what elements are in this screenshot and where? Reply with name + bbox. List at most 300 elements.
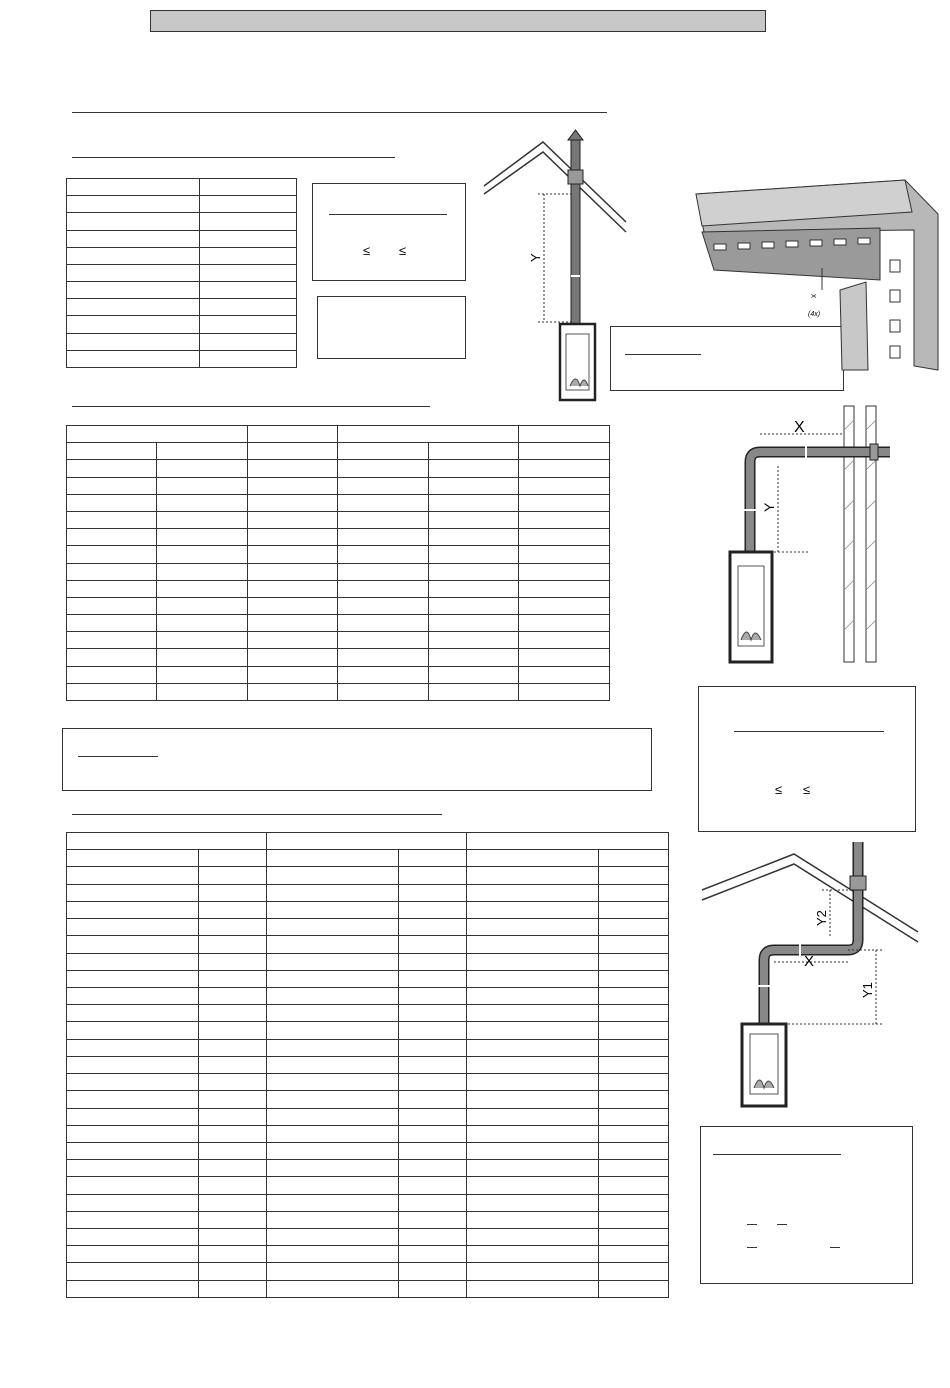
table-row <box>67 1039 669 1056</box>
table-cell <box>338 511 429 528</box>
table-cell <box>399 970 467 987</box>
table-cell <box>399 1039 467 1056</box>
table-cell <box>199 1125 267 1142</box>
table-cell <box>338 529 429 546</box>
table-cell <box>467 850 599 867</box>
table-cell <box>429 546 519 563</box>
note-box-wide <box>62 728 652 791</box>
table-cell <box>599 884 669 901</box>
table-cell <box>248 649 338 666</box>
table-row <box>67 316 297 333</box>
table-row <box>67 666 610 683</box>
table-cell <box>199 919 267 936</box>
table-cell <box>67 350 200 367</box>
table-2 <box>66 425 610 701</box>
table-cell <box>157 615 248 632</box>
table-cell <box>267 1022 399 1039</box>
table-cell <box>399 1056 467 1073</box>
leq-symbol: ≤ <box>399 243 407 258</box>
table-cell <box>248 511 338 528</box>
table-cell <box>267 867 399 884</box>
figure-vertical-flue <box>478 128 638 408</box>
table-cell <box>67 443 157 460</box>
table-row <box>67 919 669 936</box>
table-cell <box>157 683 248 700</box>
table-cell <box>67 1246 199 1263</box>
table-3 <box>66 832 669 1298</box>
table-cell <box>200 350 297 367</box>
table-cell <box>67 850 199 867</box>
condition-box-e <box>700 1126 913 1284</box>
leq-symbol: ≤ <box>803 782 811 797</box>
table-cell <box>248 494 338 511</box>
table-cell <box>67 901 199 918</box>
table-cell <box>67 299 200 316</box>
table-row <box>67 850 669 867</box>
table-cell <box>199 901 267 918</box>
table-row <box>67 264 297 281</box>
box-d-heading-rule <box>734 731 884 732</box>
table-cell <box>157 443 248 460</box>
table-cell <box>267 936 399 953</box>
table-row <box>67 299 297 316</box>
table-cell <box>267 1125 399 1142</box>
table-cell <box>200 179 297 196</box>
table-cell <box>67 683 157 700</box>
table-cell <box>399 919 467 936</box>
table-row <box>67 563 610 580</box>
condition-box-d <box>698 686 916 832</box>
table-cell <box>429 443 519 460</box>
table-cell <box>199 1263 267 1280</box>
table-cell <box>200 230 297 247</box>
table-cell <box>199 1246 267 1263</box>
figure-offset-flue <box>698 838 923 1108</box>
section-rule-2 <box>72 406 430 407</box>
table-cell <box>599 1091 669 1108</box>
table-cell <box>157 563 248 580</box>
table-cell <box>67 953 199 970</box>
table-cell <box>467 1246 599 1263</box>
box-e-underline <box>830 1247 840 1248</box>
table-cell <box>200 247 297 264</box>
table-cell <box>599 1108 669 1125</box>
table-cell <box>467 936 599 953</box>
table-cell <box>519 529 610 546</box>
table-cell <box>467 1160 599 1177</box>
condition-box-a <box>312 183 466 281</box>
table-cell <box>429 529 519 546</box>
dimension-x-label: X <box>794 419 805 436</box>
table-cell <box>519 511 610 528</box>
table-cell <box>267 987 399 1004</box>
table-cell <box>599 1229 669 1246</box>
table-row <box>67 1160 669 1177</box>
table-cell <box>467 1056 599 1073</box>
table-cell <box>67 511 157 528</box>
table-cell <box>599 1280 669 1297</box>
table-cell <box>248 632 338 649</box>
table-cell <box>467 1125 599 1142</box>
table-row <box>67 833 669 850</box>
table-cell <box>267 1074 399 1091</box>
table-cell <box>67 1074 199 1091</box>
table-row <box>67 1022 669 1039</box>
table-cell <box>399 884 467 901</box>
table-cell <box>399 1211 467 1228</box>
table-row <box>67 426 610 443</box>
table-row <box>67 597 610 614</box>
table-cell <box>267 1194 399 1211</box>
table-cell <box>67 1108 199 1125</box>
table-cell <box>199 1160 267 1177</box>
figure-horizontal-flue <box>720 400 900 670</box>
box-e-underline <box>777 1224 787 1225</box>
table-cell <box>399 1160 467 1177</box>
table-cell <box>200 316 297 333</box>
table-cell <box>199 1022 267 1039</box>
table-row <box>67 1125 669 1142</box>
table-cell <box>199 867 267 884</box>
table-cell <box>399 901 467 918</box>
table-cell <box>599 987 669 1004</box>
table-cell <box>338 683 429 700</box>
table-cell <box>267 1091 399 1108</box>
table-cell <box>67 333 200 350</box>
table-cell <box>267 1246 399 1263</box>
table-row <box>67 179 297 196</box>
table-row <box>67 460 610 477</box>
table-cell <box>467 1263 599 1280</box>
section-rule-1 <box>72 157 395 158</box>
table-cell <box>338 666 429 683</box>
table-cell <box>467 833 669 850</box>
table-cell <box>248 443 338 460</box>
box-e-underline <box>747 1247 757 1248</box>
table-cell <box>429 494 519 511</box>
table-cell <box>248 426 338 443</box>
table-cell <box>399 1194 467 1211</box>
table-cell <box>67 867 199 884</box>
table-cell <box>467 1022 599 1039</box>
table-row <box>67 683 610 700</box>
table-cell <box>157 460 248 477</box>
table-cell <box>67 1005 199 1022</box>
table-cell <box>267 1177 399 1194</box>
table-row <box>67 867 669 884</box>
table-cell <box>67 316 200 333</box>
table-cell <box>267 901 399 918</box>
table-cell <box>67 833 267 850</box>
table-cell <box>467 1005 599 1022</box>
table-cell <box>67 247 200 264</box>
table-cell <box>248 563 338 580</box>
table-cell <box>67 213 200 230</box>
table-cell <box>267 1263 399 1280</box>
table-cell <box>467 919 599 936</box>
table-cell <box>519 683 610 700</box>
table-cell <box>467 1280 599 1297</box>
table-cell <box>399 936 467 953</box>
table-cell <box>267 1056 399 1073</box>
table-cell <box>248 615 338 632</box>
table-cell <box>467 1142 599 1159</box>
table-cell <box>399 850 467 867</box>
table-cell <box>199 953 267 970</box>
table-cell <box>338 494 429 511</box>
table-cell <box>267 919 399 936</box>
table-cell <box>157 546 248 563</box>
table-row <box>67 546 610 563</box>
table-row <box>67 196 297 213</box>
table-cell <box>599 953 669 970</box>
table-cell <box>467 987 599 1004</box>
table-row <box>67 1229 669 1246</box>
table-row <box>67 350 297 367</box>
table-cell <box>519 460 610 477</box>
table-cell <box>399 953 467 970</box>
table-cell <box>67 632 157 649</box>
table-row <box>67 649 610 666</box>
table-cell <box>429 580 519 597</box>
table-cell <box>599 936 669 953</box>
table-cell <box>399 1005 467 1022</box>
table-cell <box>399 1229 467 1246</box>
table-cell <box>200 299 297 316</box>
table-cell <box>599 901 669 918</box>
table-cell <box>599 1039 669 1056</box>
table-cell <box>200 196 297 213</box>
table-cell <box>67 919 199 936</box>
table-cell <box>399 1022 467 1039</box>
table-cell <box>248 580 338 597</box>
table-cell <box>199 970 267 987</box>
table-cell <box>338 426 519 443</box>
table-cell <box>519 563 610 580</box>
table-cell <box>199 1039 267 1056</box>
table-cell <box>267 884 399 901</box>
table-row <box>67 529 610 546</box>
table-cell <box>338 615 429 632</box>
table-cell <box>338 597 429 614</box>
table-cell <box>67 230 200 247</box>
table-cell <box>248 666 338 683</box>
table-cell <box>267 833 467 850</box>
table-cell <box>267 1160 399 1177</box>
table-cell <box>199 1142 267 1159</box>
table-cell <box>399 1246 467 1263</box>
table-cell <box>399 867 467 884</box>
table-cell <box>67 580 157 597</box>
table-cell <box>267 953 399 970</box>
table-cell <box>467 1074 599 1091</box>
table-cell <box>267 1142 399 1159</box>
note-box-b <box>317 296 466 359</box>
table-cell <box>338 580 429 597</box>
table-row <box>67 1194 669 1211</box>
table-row <box>67 884 669 901</box>
table-row <box>67 443 610 460</box>
table-cell <box>67 196 200 213</box>
table-cell <box>429 460 519 477</box>
table-cell <box>519 494 610 511</box>
table-row <box>67 1056 669 1073</box>
table-cell <box>267 850 399 867</box>
table-cell <box>67 1022 199 1039</box>
table-cell <box>248 546 338 563</box>
table-cell <box>429 683 519 700</box>
dimension-x-label: X <box>804 953 815 970</box>
table-cell <box>67 546 157 563</box>
table-cell <box>599 1142 669 1159</box>
table-cell <box>199 1056 267 1073</box>
section-rule-3 <box>72 814 442 815</box>
table-row <box>67 632 610 649</box>
table-cell <box>248 683 338 700</box>
table-cell <box>599 867 669 884</box>
table-cell <box>67 477 157 494</box>
table-cell <box>157 477 248 494</box>
leq-symbol: ≤ <box>363 243 371 258</box>
table-cell <box>157 597 248 614</box>
table-cell <box>338 546 429 563</box>
table-cell <box>67 460 157 477</box>
table-cell <box>599 1177 669 1194</box>
table-row <box>67 247 297 264</box>
table-1 <box>66 178 297 368</box>
dimension-y2-label: Y2 <box>814 910 829 926</box>
table-cell <box>200 282 297 299</box>
table-cell <box>599 1160 669 1177</box>
dimension-y-label: Y <box>528 253 543 262</box>
table-cell <box>67 1211 199 1228</box>
table-cell <box>67 649 157 666</box>
table-cell <box>199 1074 267 1091</box>
table-cell <box>199 1211 267 1228</box>
table-cell <box>200 333 297 350</box>
table-cell <box>599 1022 669 1039</box>
table-cell <box>157 649 248 666</box>
table-cell <box>399 1108 467 1125</box>
table-cell <box>467 1091 599 1108</box>
table-cell <box>338 632 429 649</box>
dimension-y1-label: Y1 <box>860 982 875 998</box>
table-row <box>67 333 297 350</box>
table-cell <box>519 546 610 563</box>
table-cell <box>67 179 200 196</box>
table-cell <box>67 1091 199 1108</box>
table-cell <box>599 1246 669 1263</box>
table-row <box>67 1177 669 1194</box>
table-cell <box>199 884 267 901</box>
table-cell <box>67 494 157 511</box>
table-cell <box>467 1229 599 1246</box>
table-cell <box>519 580 610 597</box>
table-cell <box>467 901 599 918</box>
table-cell <box>399 1177 467 1194</box>
table-row <box>67 213 297 230</box>
table-row <box>67 477 610 494</box>
table-cell <box>338 563 429 580</box>
table-cell <box>599 1056 669 1073</box>
table-cell <box>599 1074 669 1091</box>
table-cell <box>67 1177 199 1194</box>
table-cell <box>519 477 610 494</box>
table-cell <box>519 615 610 632</box>
table-cell <box>67 1194 199 1211</box>
table-cell <box>67 970 199 987</box>
table-row <box>67 494 610 511</box>
figure-wall-mounting <box>690 170 940 380</box>
table-row <box>67 615 610 632</box>
table-cell <box>67 1142 199 1159</box>
table-cell <box>67 426 248 443</box>
table-cell <box>199 936 267 953</box>
table-cell <box>399 1263 467 1280</box>
table-cell <box>429 666 519 683</box>
table-cell <box>267 1211 399 1228</box>
table-cell <box>338 477 429 494</box>
table-cell <box>467 1177 599 1194</box>
table-cell <box>599 1005 669 1022</box>
table-cell <box>519 443 610 460</box>
table-cell <box>67 1056 199 1073</box>
table-cell <box>519 649 610 666</box>
table-row <box>67 970 669 987</box>
table-cell <box>267 970 399 987</box>
table-cell <box>199 850 267 867</box>
table-row <box>67 987 669 1004</box>
table-row <box>67 1211 669 1228</box>
box-e-heading-rule <box>713 1154 841 1155</box>
table-cell <box>429 632 519 649</box>
table-cell <box>467 1108 599 1125</box>
table-cell <box>429 563 519 580</box>
table-cell <box>157 494 248 511</box>
table-cell <box>157 666 248 683</box>
table-row <box>67 901 669 918</box>
table-cell <box>67 1263 199 1280</box>
table-row <box>67 1091 669 1108</box>
table-cell <box>67 1229 199 1246</box>
table-cell <box>248 597 338 614</box>
table-cell <box>200 264 297 281</box>
table-row <box>67 953 669 970</box>
dimension-x-label: x <box>809 294 818 298</box>
table-cell <box>248 529 338 546</box>
table-cell <box>429 511 519 528</box>
table-cell <box>67 1125 199 1142</box>
table-cell <box>429 477 519 494</box>
table-cell <box>67 666 157 683</box>
table-cell <box>199 987 267 1004</box>
table-cell <box>157 632 248 649</box>
table-cell <box>338 443 429 460</box>
table-cell <box>199 1108 267 1125</box>
table-cell <box>519 597 610 614</box>
table-row <box>67 1263 669 1280</box>
section-rule-main <box>72 112 607 113</box>
table-cell <box>199 1005 267 1022</box>
table-row <box>67 511 610 528</box>
table-cell <box>267 1108 399 1125</box>
dimension-y-label: Y <box>761 502 777 512</box>
table-cell <box>67 597 157 614</box>
table-cell <box>67 884 199 901</box>
table-cell <box>267 1005 399 1022</box>
table-cell <box>519 426 610 443</box>
table-cell <box>199 1194 267 1211</box>
